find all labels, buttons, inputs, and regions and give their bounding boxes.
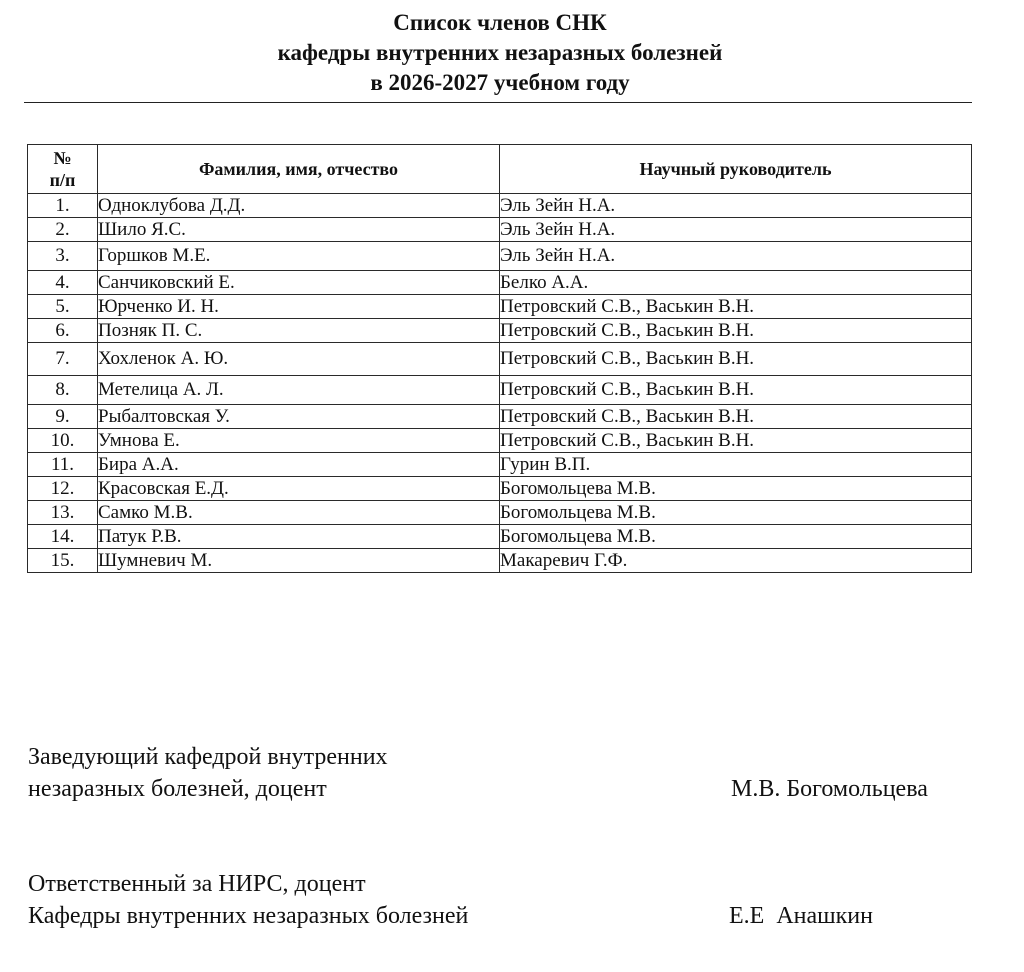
row-supervisor: Гурин В.П. — [500, 453, 972, 477]
table-row — [28, 453, 972, 477]
table-row — [28, 429, 972, 453]
row-number: 6. — [28, 319, 98, 343]
row-number: 2. — [28, 218, 98, 242]
table-row — [28, 194, 972, 218]
row-number: 15. — [28, 549, 98, 573]
row-supervisor: Петровский С.В., Васькин В.Н. — [500, 376, 972, 405]
row-name: Бира А.А. — [98, 453, 500, 477]
table-row — [28, 271, 972, 295]
row-name: Красовская Е.Д. — [98, 477, 500, 501]
row-name: Шумневич М. — [98, 549, 500, 573]
row-number: 7. — [28, 343, 98, 376]
row-name: Одноклубова Д.Д. — [98, 194, 500, 218]
row-number: 8. — [28, 376, 98, 405]
table-row — [28, 405, 972, 429]
row-name: Позняк П. С. — [98, 319, 500, 343]
table-row — [28, 549, 972, 573]
row-number: 9. — [28, 405, 98, 429]
row-number: 1. — [28, 194, 98, 218]
row-supervisor: Богомольцева М.В. — [500, 501, 972, 525]
row-number: 12. — [28, 477, 98, 501]
header-number — [28, 145, 98, 194]
table-row — [28, 343, 972, 376]
row-supervisor: Петровский С.В., Васькин В.Н. — [500, 295, 972, 319]
header-number-line2: п/п — [49, 170, 76, 190]
table-row — [28, 477, 972, 501]
row-number: 3. — [28, 242, 98, 271]
row-supervisor: Петровский С.В., Васькин В.Н. — [500, 405, 972, 429]
row-number: 4. — [28, 271, 98, 295]
row-name: Патук Р.В. — [98, 525, 500, 549]
row-supervisor: Эль Зейн Н.А. — [500, 218, 972, 242]
row-supervisor: Петровский С.В., Васькин В.Н. — [500, 429, 972, 453]
row-supervisor: Богомольцева М.В. — [500, 525, 972, 549]
row-number: 13. — [28, 501, 98, 525]
head-title-line1: Заведующий кафедрой внутренних — [28, 744, 388, 770]
row-number: 10. — [28, 429, 98, 453]
row-name: Санчиковский Е. — [98, 271, 500, 295]
row-name: Самко М.В. — [98, 501, 500, 525]
row-name: Горшков М.Е. — [98, 242, 500, 271]
row-supervisor: Белко А.А. — [500, 271, 972, 295]
row-name: Хохленок А. Ю. — [98, 343, 500, 376]
row-supervisor: Петровский С.В., Васькин В.Н. — [500, 343, 972, 376]
responsible-signature — [28, 868, 468, 932]
row-number: 11. — [28, 453, 98, 477]
table-row — [28, 295, 972, 319]
header-name: Фамилия, имя, отчество — [98, 145, 500, 194]
table-row — [28, 376, 972, 405]
table-row — [28, 501, 972, 525]
row-name: Умнова Е. — [98, 429, 500, 453]
row-supervisor: Богомольцева М.В. — [500, 477, 972, 501]
responsible-title-line1: Ответственный за НИРС, доцент — [28, 871, 366, 897]
table-row — [28, 319, 972, 343]
header-supervisor: Научный руководитель — [500, 145, 972, 194]
header-number-line1: № — [53, 148, 72, 168]
row-supervisor: Петровский С.В., Васькин В.Н. — [500, 319, 972, 343]
title-line-3: в 2026-2027 учебном году — [370, 70, 630, 95]
row-name: Рыбалтовская У. — [98, 405, 500, 429]
row-supervisor: Макаревич Г.Ф. — [500, 549, 972, 573]
head-title-line2: незаразных болезней, доцент — [28, 776, 327, 802]
head-of-department-signature — [28, 741, 388, 805]
responsible-signatory-name: Е.Е Анашкин — [729, 903, 873, 929]
members-table — [27, 144, 972, 573]
row-name: Юрченко И. Н. — [98, 295, 500, 319]
row-number: 14. — [28, 525, 98, 549]
table-row — [28, 525, 972, 549]
row-name: Шило Я.С. — [98, 218, 500, 242]
row-name: Метелица А. Л. — [98, 376, 500, 405]
table-row — [28, 242, 972, 271]
responsible-title-line2: Кафедры внутренних незаразных болезней — [28, 903, 469, 929]
row-supervisor: Эль Зейн Н.А. — [500, 242, 972, 271]
table-header-row — [28, 145, 972, 194]
title-line-2: кафедры внутренних незаразных болезней — [277, 40, 723, 65]
head-signatory-name: М.В. Богомольцева — [731, 776, 928, 802]
document-title — [0, 8, 1000, 98]
row-number: 5. — [28, 295, 98, 319]
table-row — [28, 218, 972, 242]
title-divider — [24, 102, 972, 103]
row-supervisor: Эль Зейн Н.А. — [500, 194, 972, 218]
title-line-1: Список членов СНК — [393, 10, 607, 35]
